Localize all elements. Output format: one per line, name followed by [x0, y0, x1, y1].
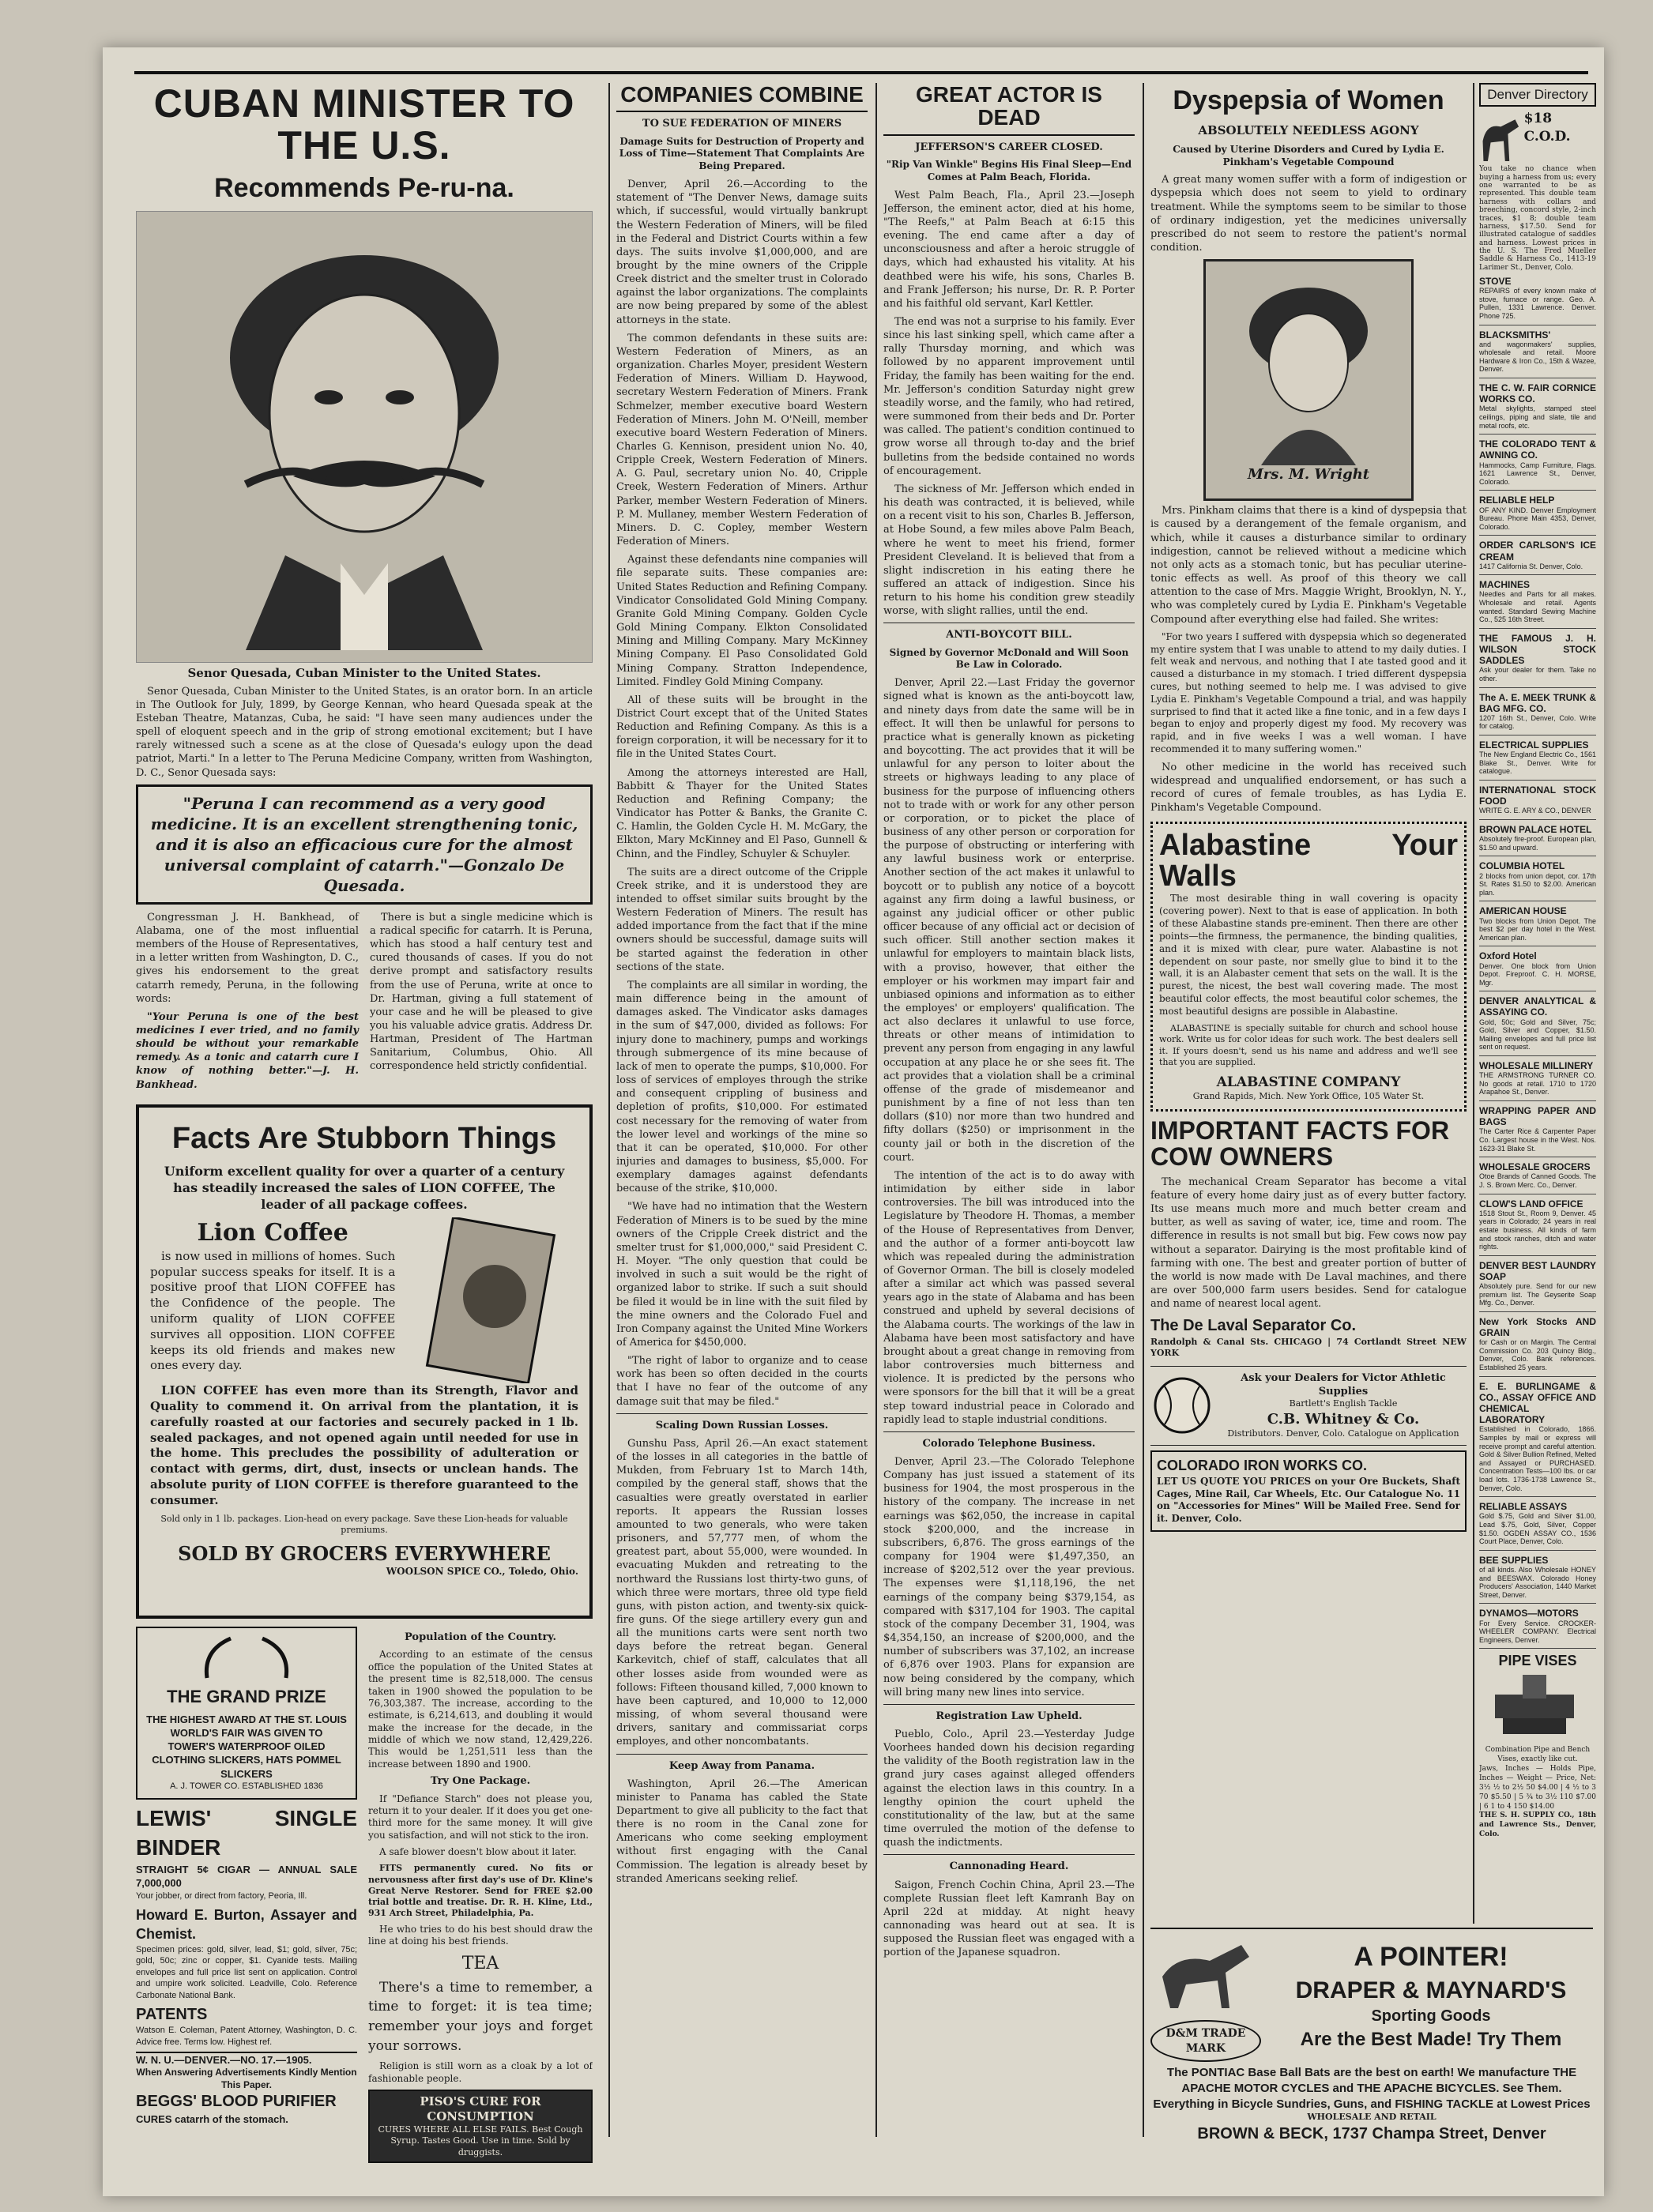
directory-ad-body: OF ANY KIND. Denver Employment Bureau. Phone Main 4353, Denver, Colorado. [1479, 506, 1596, 531]
directory-ad-body: 1518 Stout St., Room 9, Denver. 45 years in Colorado; 24 years in real estate business. All kinds of farm and stock ranches, ditch and water rights. [1479, 1209, 1596, 1251]
directory-ad-name: COLUMBIA HOTEL [1479, 860, 1565, 872]
directory-list [1479, 272, 1596, 1649]
directory-ad-body: Hammocks, Camp Furniture, Flags. 1621 Lawrence St., Denver, Colorado. [1479, 461, 1596, 486]
russian-losses-title: Scaling Down Russian Losses. [616, 1413, 868, 1432]
pinkham-title: Dyspepsia of Women [1173, 85, 1444, 115]
fits-ad: FITS permanently cured. No fits or nervousness after first day's use of Dr. Kline's Great Nerve Restorer. Send for FREE $2.00 trial bottle and treatise. Dr. R. H. Kline, Ltd., 931 Arch Street, Philadelphia, Pa. [368, 1863, 593, 1918]
newspaper-page [103, 47, 1604, 2196]
alabastine-body2: ALABASTINE is specially suitable for church and school house work. Write us for color ideas for such work. The best dealers sell it. If yours doesn't, send us his name and address and we'll see that you are supplied. [1159, 1022, 1458, 1068]
column-ads-middle [1150, 83, 1467, 2169]
tower-ad [136, 1627, 357, 1800]
directory-ad [1479, 735, 1596, 781]
deck-damage-suits: Damage Suits for Destruction of Property and Loss of Time—Statement That Complaints Are Being Prepared. [619, 135, 865, 172]
directory-ad-body: Needles and Parts for all makes. Wholesale and retail. Agents wanted. Standard Sewing Machine Co., 525 16th Street. [1479, 590, 1596, 624]
column-rule-1 [608, 83, 610, 2137]
directory-ad [1479, 1101, 1596, 1157]
directory-ad [1479, 856, 1596, 901]
lewis-binder: LEWIS' SINGLE BINDER [136, 1806, 357, 1860]
alabastine-body: The most desirable thing in wall covering is opacity (covering power). Next to that is ease of application. In both of these Alabastine stands pre-eminent. Then there are other points—the firmness, the permanence, the binding qualities, and it is mixed with clear, pure water. Alabastine is not dependent on sour paste, nor smelly glue to bind it to the wall, it is an Alabaster cement that sets on the wall. It is the purest, the nicest, the best wall covering made. The most beautiful color effects, the most beautiful color schemes, the most beautiful designs are possible in Alabastine. [1159, 893, 1458, 1017]
directory-ad-body: and wagonmakers' supplies, wholesale and retail. Moore Hardware & Iron Co., 15th & Wazee, Denver. [1479, 340, 1596, 374]
directory-ad-name: STOVE [1479, 275, 1512, 287]
directory-ad [1479, 1604, 1596, 1649]
pipe-vise-icon [1479, 1671, 1590, 1742]
who-tries: He who tries to do his best should draw the line at doing his best friends. [368, 1923, 593, 1947]
pointer-title: A POINTER! [1354, 1941, 1508, 1972]
deck-jefferson: JEFFERSON'S CAREER CLOSED. [915, 141, 1103, 153]
pipe-vises-table: Jaws, Inches — Holds Pipe, Inches — Weight — Price, Net: 3½ ½ to 2½ 50 $4.00 | 4 ½ to 3 70 $5.50 | 5 ¾ to 3½ 110 $7.00 | 6 1 to 4 150 $14.00 [1479, 1765, 1596, 1811]
brown-beck: BROWN & BECK, 1737 Champa Street, Denver [1197, 2125, 1546, 2142]
directory-ad-body: of all kinds. Also Wholesale HONEY and BEESWAX. Colorado Honey Producers' Association, 1440 Market Street, Denver. [1479, 1565, 1596, 1599]
anti-boycott-body: Denver, April 22.—Last Friday the governor signed what is known as the anti-boycott law, and ninety days from date the same will be in effect. It will then be unlawful for persons to practice what is generally known as picketing and boycotting. The act provides that it will be unlawful for any person to loiter about the streets or highways leading to any place of business for the purpose of influencing others not to trade with or work for any other person or corporation, or to picket the place of business of any other person or corporation for the purpose of obstructing or interfering with any lawful business work or enterprise. Another section of the act makes it unlawful to boycott or to publish any notice of a boycott against any firm doing a lawful business, or against any judicial officer or other public officer because of any official act or decision of such officer. Still another section makes it unlawful for employers to maintain black lists, with a proviso, however, that either the employer or his workmen may impart fair and unbiased opinions and information as to either the employes' or employers' qualification. The act also declares it unlawful to use force, threats or other means of intimidation to prevent any person from engaging in any lawful occupation at any place he or she sees fit. The act provides that a violation shall be a criminal offense of the grade of misdemeanor and punishment by a fine of not less than ten dollars ($10) nor more than two hundred and fifty dollars ($250) or imprisonment in the county jail or both in the discretion of the court. [883, 677, 1135, 1164]
directory-ad-body: WRITE G. E. ARY & CO., DENVER [1479, 807, 1591, 815]
directory-ad [1479, 378, 1596, 434]
grand-prize: THE GRAND PRIZE [167, 1686, 326, 1706]
directory-ad [1479, 1497, 1596, 1551]
lion-footer: SOLD BY GROCERS EVERYWHERE [178, 1541, 551, 1565]
directory-ad-body: REPAIRS of every known make of stove, furnace or range. Geo. A. Pullen, 1331 Lawrence. Denver. Phone 725. [1479, 287, 1596, 320]
registration-body: Pueblo, Colo., April 23.—Yesterday Judge Voorhees handed down his decision regarding the validity of the Booth registration law in the grand jury cases against alleged offenders against the election laws in this country. In a lengthy opinion the court upheld the constitutionality of the law, but at the same time overruled the motion of the defense to quash the indictments. [883, 1728, 1135, 1849]
population-body: According to an estimate of the census office the population of the United States at the present time is 82,518,000. The census taken in 1900 showed the population to be 76,303,387. The increase, according to the estimate, is 6,214,613, and doubling it would make the increase for the decade, in the middle of which we now stand, 12,429,226. This would be 1,251,511 less than the increase between 1890 and 1900. [368, 1649, 593, 1770]
draper-title: DRAPER & MAYNARD'S [1295, 1977, 1567, 2003]
patents-body: Watson E. Coleman, Patent Attorney, Washington, D. C. Advice free. Terms low. Highest ref. [136, 2026, 357, 2047]
baseball-icon [1150, 1374, 1214, 1437]
directory-ad [1479, 688, 1596, 736]
companies-p7: The complaints are all similar in wording, the main difference being in the amount of damages asked. The Vindicator asks damages in the sum of $47,000, divided as follows: For injury done to machinery, pumps and workings through submergence of its mine because of lack of men to operate the pumps, $10,000. For loss of services of employes through the strike and consequent crippling of business and depletion of profits, $10,000. For estimated cost necessary for the removing of water from the lower level and workings of the mine so that it can be operated, $10,000. For other injuries and damages to business, $5,000. For exemplary damages against defendants because of the strike, $10,000. [616, 979, 868, 1195]
lion-company: WOOLSON SPICE CO., Toledo, Ohio. [386, 1566, 578, 1578]
subhead-peruna: Recommends Pe-ru-na. [214, 173, 514, 203]
directory-ad-name: WHOLESALE GROCERS [1479, 1161, 1591, 1173]
small-ads-bottom [136, 1627, 593, 2163]
pipe-vises-company: THE S. H. SUPPLY CO., 18th and Lawrence Sts., Denver, Colo. [1479, 1811, 1596, 1839]
directory-ad-body: The New England Electric Co., 1561 Blake St., Denver. Write for catalogue. [1479, 750, 1596, 776]
religion-note: Religion is still worn as a cloak by a lot of fashionable people. [368, 2060, 593, 2084]
directory-ad [1479, 820, 1596, 856]
beggs-sub: CURES catarrh of the stomach. [136, 2112, 288, 2125]
pipe-vises-title: PIPE VISES [1498, 1653, 1577, 1669]
sporting-goods: Sporting Goods [1371, 2007, 1491, 2026]
directory-ad [1479, 991, 1596, 1056]
directory-ad-body: Absolutely pure. Send for our new premium list. The Geyserite Soap Mfg. Co., Denver. [1479, 1282, 1596, 1307]
column-great-actor [883, 83, 1135, 2169]
directory-ad-name: THE C. W. FAIR CORNICE WORKS CO. [1479, 382, 1596, 405]
victor-title: Ask your Dealers for Victor Athletic Supplies [1241, 1371, 1446, 1398]
directory-ad-body: Gold $.75, Gold and Silver $1.00, Lead $.75, Gold, Silver, Copper $1.50. OGDEN ASSAY CO., 1536 Court Place, Denver, Colo. [1479, 1512, 1596, 1546]
column-rule-3 [1143, 83, 1144, 2137]
piso-sub: CURES WHERE ALL ELSE FAILS. Best Cough Syrup. Tastes Good. Use in time. Sold by druggists. [378, 2124, 583, 2157]
lion-name: Lion Coffee [197, 1219, 348, 1247]
companies-p5: Among the attorneys interested are Hall, Babbitt & Thayer for the United States Reduction and Refining Company; the Vindicator has Potter & Banks, the Granite C. C. Hamlin, the Golden Cycle H. M. McGary, the Elkton, Mary McKinney and El Paso, Gunnell & Chinn, and the Findley, Schuyler & Schuyler. [616, 766, 868, 860]
directory-ad-name: THE COLORADO TENT & AWNING CO. [1479, 438, 1596, 461]
population-title: Population of the Country. [405, 1631, 556, 1643]
colorado-iron-ad [1150, 1450, 1467, 1532]
piso-title: PISO'S CURE FOR CONSUMPTION [420, 2094, 541, 2124]
pinkham-caption: Mrs. M. Wright [1247, 466, 1370, 483]
victor-sub: Bartlett's English Tackle [1289, 1398, 1398, 1409]
telephone-body: Denver, April 23.—The Colorado Telephone Company has just issued a statement of its business for 1904, the most prosperous in the history of the company. The increase in net earnings was $62,050, the increase in capital stock $200,000, and the increase in subscribers, 6,876. The gross earnings of the company for 1904 were $1,497,350, an increase of $202,512 over the year previous. The expenses were $1,118,196, the net earnings of the company being $379,154, as compared with $317,104 for 1903. The capital stock of the company December 31, 1904, was $4,354,150, an increase of $200,000, and the number of subscribers was 37,102, an increase of 6,876 over 1903. Plans for expansion are now being considered by the company, which will bring many new lines into service. [883, 1456, 1135, 1698]
directory-ad [1479, 629, 1596, 688]
directory-ad-name: DENVER ANALYTICAL & ASSAYING CO. [1479, 995, 1596, 1018]
portrait-quesada [136, 211, 593, 663]
headline-companies-combine: COMPANIES COMBINE [616, 83, 868, 112]
directory-ad-name: INTERNATIONAL STOCK FOOD [1479, 784, 1596, 807]
best-made: Are the Best Made! Try Them [1300, 2028, 1562, 2050]
pinkham-p4: No other medicine in the world has received such widespread and unqualified endorsement, or has such a record of cures of female troubles, as has Lydia E. Pinkham's Vegetable Compound. [1150, 761, 1467, 814]
wholesale-retail: WHOLESALE AND RETAIL [1307, 2112, 1436, 2123]
directory-ad-name: DENVER BEST LAUNDRY SOAP [1479, 1259, 1596, 1282]
cow-owners-body: The mechanical Cream Separator has become a vital feature of every home dairy just as of every butter factory. Its use means much more and much better cream and butter, as well as saving of water, ice, time and room. The difference in results is not small but big. Few cows now pay without a separator. Dairying is the most profitable kind of farming with one. The best and greater portion of butter of the world is now made with De Laval machines, and there are over 500,000 farm users besides. Send for catalogue and name of nearest local agent. [1150, 1176, 1467, 1311]
tea-title: TEA [461, 1953, 499, 1973]
directory-ad [1479, 575, 1596, 629]
directory-ad [1479, 1157, 1596, 1194]
lewis-small: Your jobber, or direct from factory, Peoria, Ill. [136, 1890, 307, 1901]
piso-ad [368, 2090, 593, 2163]
headline-great-actor: GREAT ACTOR IS DEAD [883, 83, 1135, 136]
tower-award: THE HIGHEST AWARD AT THE ST. LOUIS WORLD'S FAIR WAS GIVEN TO [146, 1713, 347, 1740]
pontiac-line: The PONTIAC Base Ball Bats are the best on earth! We manufacture THE APACHE MOTOR CYCLES and THE APACHE BICYCLES. See Them. Everything in Bicycle Sundries, Guns, and FISHING TACKLE at Lowest Prices [1153, 2066, 1591, 2111]
patents-title: PATENTS [136, 2006, 208, 2024]
directory-ad-name: CLOW'S LAND OFFICE [1479, 1198, 1583, 1209]
wnu-line: W. N. U.—DENVER.—NO. 17.—1905. [136, 2052, 357, 2067]
directory-ad-body: For Every Service. CROCKER-WHEELER COMPANY. Electrical Engineers, Denver. [1479, 1619, 1596, 1644]
whitney-company: C.B. Whitney & Co. [1267, 1410, 1420, 1428]
directory-ad [1479, 901, 1596, 946]
dm-trademark: D&M TRADE MARK [1150, 2020, 1261, 2062]
companies-p2: The common defendants in these suits are: Western Federation of Miners, as an organization. Charles Moyer, president Western Federation of Miners. William D. Haywood, secretary Western Federation of Miners. Frank Schmelzer, member executive board Western Federation of Miners. John M. O'Neill, member executive board Western Federation of Miners. Charles G. Kennison, president union No. 40, Cripple Creek, Western Federation of Miners. A. G. Paul, secretary union No. 40, Cripple Creek, Western Federation of Miners. Arthur Parker, member Western Federation of Miners. P. M. Mullaney, member Western Federation of Miners. D. C. Copley, member Western Federation of Miners. [616, 332, 868, 548]
directory-ad [1479, 946, 1596, 991]
tea-body: There's a time to remember, a time to forget: it is tea time; remember your joys and forget your sorrows. [368, 1979, 593, 2054]
directory-ad [1479, 1056, 1596, 1101]
directory-ad-body: 1207 16th St., Denver, Colo. Write for catalog. [1479, 713, 1596, 731]
directory-ad [1479, 272, 1596, 325]
peruna-intro: Senor Quesada, Cuban Minister to the United States, is an orator born. In an article in The Outlook for July, 1899, by George Kennan, who heard Quesada speak at the Esteban Theatre, Matanzas, Cuba, he said: "I have seen many audiences under the spell of eloquent speech and in the grip of strong emotional excitement; but I have rarely witnessed such a scene as at the close of Quesada's eulogy upon the dead patriot, Marti." In a letter to The Peruna Medicine Company, written from Washington, D. C., Senor Quesada says: [136, 685, 593, 779]
pinkham-p1: A great many women suffer with a form of indigestion or dyspepsia which does not seem to yield to ordinary treatment. While the symptoms seem to be similar to those of ordinary indigestion, yet the medicines universally prescribed do not seem to restore the patient's normal condition. [1150, 174, 1467, 254]
victor-ad [1150, 1366, 1467, 1446]
companies-p8: "We have had no intimation that the Western Federation of Miners is to be sued by the mine owners of the Cripple Creek district and the smelter trust for $1,000,000," said President C. H. Moyer. "The only question that could be involved in such a suit would be the right of organized labor to strike. If such a suit should be filed it would be in line with the suit filed by the mine owners and the Colorado Fuel and Iron Company against the United Mine Workers of America for $450,000. [616, 1201, 868, 1349]
directory-ad-body: 1417 California St. Denver, Colo. [1479, 562, 1583, 570]
column-peruna [136, 83, 593, 2169]
directory-ad-body: Otoe Brands of Canned Goods. The J. S. Brown Merc. Co., Denver. [1479, 1172, 1596, 1189]
delaval-company: The De Laval Separator Co. [1150, 1317, 1357, 1335]
directory-ad-body: Ask your dealer for them. Take no other. [1479, 666, 1596, 683]
blower-note: A safe blower doesn't blow about it later. [379, 1846, 577, 1858]
directory-ad-name: MACHINES [1479, 579, 1531, 591]
laurel-wreath-icon [199, 1635, 294, 1682]
directory-ad-body: THE ARMSTRONG TURNER CO. No goods at retail. 1710 to 1720 Arapahoe St., Denver. [1479, 1071, 1596, 1097]
peruna-right-para: There is but a single medicine which is a radical specific for catarrh. It is Peruna, which has stood a half century test and cured thousands of cases. If you do not derive prompt and satisfactory results from the use of Peruna, write at once to Dr. Hartman, giving a full statement of your case and he will be pleased to give you his valuable advice gratis. Address Dr. Hartman, President of The Hartman Sanitarium, Columbus, Ohio. All correspondence held strictly confidential. [370, 911, 593, 1073]
directory-ad-name: WHOLESALE MILLINERY [1479, 1060, 1594, 1072]
column-denver-directory [1479, 83, 1596, 1924]
directory-ad-body: Absolutely fire-proof. European plan, $1.50 and upward. [1479, 835, 1596, 852]
directory-title: Denver Directory [1479, 83, 1596, 107]
directory-ad-name: THE FAMOUS J. H. WILSON STOCK SADDLES [1479, 632, 1596, 667]
directory-ad-body: Established in Colorado, 1866. Samples by mail or express will receive prompt and careful attention. Gold & Silver Bullion Refined, Melted and Assayed or PURCHASED. Concentration Tests—100 lbs. or car load lots. 1736-1738 Lawrence St., Denver, Colo. [1479, 1425, 1596, 1492]
woman-portrait-illustration [1229, 276, 1388, 465]
answering-note: When Answering Advertisements Kindly Mention This Paper. [136, 2066, 357, 2090]
lion-more: LION COFFEE has even more than its Strength, Flavor and Quality to commend it. On arrival from the plantation, it is carefully roasted at our factories and securely packed in 1 lb. sealed packages, and not opened again until needed for use in the home. This precludes the possibility of adulteration or contact with germs, dirt, dust, insects or unclean hands. The absolute purity of LION COFFEE is therefore guaranteed to the consumer. [150, 1383, 578, 1507]
actor-p1: West Palm Beach, Fla., April 23.—Joseph Jefferson, the eminent actor, died at his home, "The Reefs," at Palm Beach at 6:15 this evening. The end came after a day of unconsciousness and after a heroic struggle of days, which had exhausted his vitality. At his deathbed were his wife, his sons, Charles B. and Frank Jefferson; his nurse, Dr. R. P. Porter and his faithful old servant, Karl Kettler. [883, 189, 1135, 310]
headline-cuban-minister: CUBAN MINISTER TO THE U.S. [153, 83, 575, 167]
pinkham-p2: Mrs. Pinkham claims that there is a kind of dyspepsia that is caused by a derangement of the female organism, and which, while it causes a disturbance similar to ordinary indigestion, cannot be relieved without a medicine which not only acts as a stomach tonic, but has peculiar uterine-tonic effects as well. As proof of this theory we call attention to the case of Mrs. Maggie Wright, Brooklyn, N. Y., who was completely cured by Lydia E. Pinkham's Vegetable Compound after everything else had failed. She writes: [1150, 505, 1467, 626]
cow-owners-title: IMPORTANT FACTS FOR COW OWNERS [1150, 1115, 1450, 1172]
registration-title: Registration Law Upheld. [883, 1704, 1135, 1723]
actor-p2: The end was not a surprise to his family. Ever since his last sinking spell, which came after a rally Thursday morning, and which was followed by no apparent improvement until Friday, the family has been waiting for the end. Mr. Jefferson's condition Saturday night grew steadily worse, and the family, who had retired, were summoned from their beds and Dr. Porter was called. The patient's condition continued to grow worse all through to-day and the brief bulletins from the bedside contained no words of encouragement. [883, 316, 1135, 477]
alabastine-title: Alabastine Your Walls [1159, 828, 1458, 893]
directory-ad-body: for Cash or on Margin. The Central Commission Co. 203 Quincy Bldg., Denver, Colo. Bank references. Established 25 years. [1479, 1338, 1596, 1372]
pinkham-deck: Caused by Uterine Disorders and Cured by Lydia E. Pinkham's Vegetable Compound [1173, 143, 1444, 167]
directory-ad-name: Oxford Hotel [1479, 950, 1537, 962]
directory-ad-body: The Carter Rice & Carpenter Paper Co. Largest house in the West. Nos. 1623-31 Blake St. [1479, 1127, 1596, 1153]
pinkham-p3: "For two years I suffered with dyspepsia which so degenerated my entire system that I was unable to attend to my daily duties. I felt weak and nervous, and nothing that I ate tasted good and it caused a disturbance in my stomach. I tried different dyspepsia cures, but nothing seemed to help me. I was advised to give Lydia E. Pinkham's Vegetable Compound a trial, and was happily surprised to find that it acted like a fine tonic, and in a few days I began to enjoy and properly digest my food. My recovery was rapid, and in five weeks I was a well woman. I have recommended it to many suffering women." [1150, 630, 1467, 755]
alabastine-ad [1150, 822, 1467, 1112]
directory-ad-name: BEE SUPPLIES [1479, 1554, 1549, 1566]
quesada-quote: "Peruna I can recommend as a very good medicine. It is an excellent strengthening tonic, and it is also an efficacious cure for the almost universal complaint of catarrh."—Gonzalo De Quesada. [136, 784, 593, 905]
directory-ad-name: RELIABLE HELP [1479, 495, 1555, 506]
companies-p9: "The right of labor to organize and to cease work has been so often decided in the courts that I have no fear of the outcome of any damage suit that may be filed." [616, 1355, 868, 1408]
draper-maynard-ad [1150, 1928, 1593, 2166]
lewis-sub: STRAIGHT 5¢ CIGAR — ANNUAL SALE 7,000,000 [136, 1864, 357, 1890]
companies-p1: Denver, April 26.—According to the statement of "The Denver News, damage suits which, if successful, would virtually bankrupt the Western Federation of Miners, will be filed in the Federal and District Courts within a few days. The suits involve $1,000,000, and are brought by the mine owners of the Cripple Creek district and the smelter trust in Colorado against the labor organizations. The complaints are now being prepared by some of the ablest attorneys in the state. [616, 179, 868, 326]
directory-ad [1479, 1312, 1596, 1377]
burton-body: Specimen prices: gold, silver, lead, $1; gold, silver, 75c; gold, 50c; zinc or copper, $1. Cyanide tests. Mailing envelopes and full price list sent on application. Control and umpire work solicited. Leadville, Colo. Reference Carbonate National Bank. [136, 1944, 357, 2000]
tower-products: TOWER'S WATERPROOF OILED CLOTHING SLICKERS, HATS POMMEL SLICKERS [152, 1740, 341, 1780]
alabastine-company: ALABASTINE COMPANY [1216, 1074, 1401, 1090]
directory-ad-name: ORDER CARLSON'S ICE CREAM [1479, 540, 1596, 562]
bankhead-intro: Congressman J. H. Bankhead, of Alabama, one of the most influential members of the House of Representatives, in a letter written from Washington, D. C., gives his endorsement to the great catarrh remedy, Peruna, in the following words: [136, 911, 359, 1005]
peruna-two-col [136, 911, 593, 1097]
try-body: If "Defiance Starch" does not please you, return it to your dealer. If it does you get one-third more for the same money. It will give you satisfaction, and will not stick to the iron. [368, 1793, 593, 1841]
directory-ad-body: Two blocks from Union Depot. The best $2 per day hotel in the West. American plan. [1479, 916, 1596, 942]
try-title: Try One Package. [430, 1775, 531, 1788]
russian-losses-body: Gunshu Pass, April 26.—An exact statement of the losses in all categories in the battle of Mukden, from February 1st to March 14th, compiled by the general staff, shows that the casualties were greatly overstated in earlier reports. It appears the Russian losses amounted to two generals, who were taken prisoners, and 57,777 men, of whom the greatest part, about 55,000, were wounded. In evacuating Mukden and retreating to the northward the Russians lost thirty-two guns, of which three were mortars, three old type field guns, with piston action, and twenty-six quick-fire guns. Of the siege artillery every gun and all the munitions carts were sent north two days before the retreat began. General Karkevitch, chief of staff, calculates that all other losses aside from wounded were as follows: Fifteen thousand killed, 7,000 known to have been captured, and 10,000 to 12,000 missing, of whom several thousand were drivers, sanitary and commissariat corps employes, and other noncombatants. [616, 1437, 868, 1748]
beggs-title: BEGGS' BLOOD PURIFIER [136, 2093, 337, 2111]
companies-p6: The suits are a direct outcome of the Cripple Creek strike, and it is understood they are intended to offset similar suits brought by the Western Federation of Miners. The result has added importance from the fact that if the mine owners should be successful, damage suits will be started against the federation in other sections of the state. [616, 866, 868, 973]
column-rule-4 [1473, 83, 1474, 1924]
cannonading-title: Cannonading Heard. [883, 1854, 1135, 1873]
pipe-vises-sub: Combination Pipe and Bench Vises, exactly like cut. [1485, 1746, 1591, 1764]
pinkham-sub: ABSOLUTELY NEEDLESS AGONY [1198, 122, 1419, 137]
directory-ad [1479, 1256, 1596, 1312]
delaval-address: Randolph & Canal Sts. CHICAGO | 74 Cortlandt Street NEW YORK [1150, 1336, 1467, 1359]
deck-federation: TO SUE FEDERATION OF MINERS [642, 118, 842, 130]
column-rule-2 [875, 83, 877, 2137]
anti-boycott-body2: The intention of the act is to do away with intimidation by either side in labor controversies. The bill was introduced into the Legislature by Theodore H. Thomas, a member of the House of Representatives from Denver, and the author of a former anti-boycott law which was repealed during the administration of Governor Orman. The bill is closely modeled after a similar act which was passed several years ago in the state of Alabama and has been construed and upheld by several decisions of the Alabama courts. The workings of the law in Alabama have been most satisfactory and have brought about a great change in removing from labor controversies much bitterness and violence. It is predicted by the persons who were sponsors for the bill that it will be a great step toward industrial peace in Colorado and rapidly lead to staple industrial conditions. [883, 1169, 1135, 1426]
actor-p3: The sickness of Mr. Jefferson which ended in his death was contracted, it is believed, while on a recent visit to his son, Charles B. Jefferson, at Hobe Sound, a few miles above Palm Beach, where he went to meet his friend, former President Cleveland. It is believed that from a slight indiscretion in his eating there he suffered an attack of indigestion. Since his return to his home his condition grew steadily worse, with slight rallies, until the end. [883, 483, 1135, 618]
directory-ad [1479, 781, 1596, 820]
portrait-illustration [198, 224, 530, 650]
companies-p3: Against these defendants nine companies will file separate suits. These companies are: United States Reduction and Refining Company. Vindicator Consolidated Gold Mining Company. Granite Gold Mining Company. Golden Cycle Gold Mining Company. Elkton Consolidated Mining and Milling Company. Mary McKinney Mining Company. El Paso Consolidated Gold Mining Company. Stratton Independence, Limited. Findley Gold Mining Company. [616, 554, 868, 688]
lion-coffee-ad [136, 1104, 593, 1619]
pointer-dog-icon [1154, 1929, 1257, 2016]
lion-body: is now used in millions of homes. Such popular success speaks for itself. It is a positive proof that LION COFFEE has the Confidence of the people. The uniform quality of LION COFFEE survives all opposition. LION COFFEE keeps its old friends and makes new ones every day. [150, 1248, 396, 1373]
directory-ad-body: 2 blocks from union depot, cor. 17th St. Rates $1.50 to $2.00. American plan. [1479, 871, 1596, 897]
column-companies-combine [616, 83, 868, 2169]
bankhead-quote: "Your Peruna is one of the best medicines I ever tried, and no family should be without your remarkable remedy. As a tonic and catarrh cure I know of nothing better."—J. H. Bankhead. [136, 1010, 359, 1091]
directory-ad-body: Metal skylights, stamped steel ceilings, piping and slate, tile and metal roofs, etc. [1479, 404, 1596, 430]
directory-ad-name: BROWN PALACE HOTEL [1479, 824, 1592, 835]
directory-ad-name: The A. E. MEEK TRUNK & BAG MFG. CO. [1479, 691, 1596, 714]
portrait-caption: Senor Quesada, Cuban Minister to the United States. [187, 665, 541, 680]
directory-ad-name: ELECTRICAL SUPPLIES [1479, 739, 1589, 751]
top-rule [134, 71, 1588, 74]
directory-ad [1479, 1551, 1596, 1604]
harness-body: You take no chance when buying a harness from us; every one warranted to be as represented. This double team harness with collars and breeching, concord style, 2-inch traces, $1 8; double team harness, $17.50. Send for illustrated catalogue of saddles and harness. Lowest prices in the U. S. The Fred Mueller Saddle & Harness Co., 1413-19 Larimer St., Denver, Colo. [1479, 165, 1596, 272]
iron-body: LET US QUOTE YOU PRICES on your Ore Buckets, Shaft Cages, Mine Rail, Car Wheels, Etc. Our Catalogue No. 11 on "Accessories for Mines" Will be Mailed Free. Send for it. Denver, Colo. [1157, 1475, 1460, 1525]
burton-title: Howard E. Burton, Assayer and Chemist. [136, 1907, 357, 1942]
iron-title: COLORADO IRON WORKS CO. [1157, 1457, 1367, 1473]
directory-ad [1479, 434, 1596, 491]
pinkham-portrait [1203, 259, 1414, 501]
deck-rip-van-winkle: "Rip Van Winkle" Begins His Final Sleep—End Comes at Palm Beach, Florida. [886, 158, 1132, 182]
directory-ad-name: New York Stocks AND GRAIN [1479, 1315, 1596, 1339]
lion-title: Facts Are Stubborn Things [171, 1121, 557, 1155]
panama-title: Keep Away from Panama. [616, 1754, 868, 1773]
directory-ad [1479, 1377, 1596, 1498]
alabastine-address: Grand Rapids, Mich. New York Office, 105 Water St. [1192, 1091, 1425, 1102]
directory-ad-body: Gold, 50c; Gold and Silver, 75c; Gold, Silver and Copper, $1.50. Mailing envelopes and full price list sent on request. [1479, 1018, 1596, 1051]
anti-boycott-title: ANTI-BOYCOTT BILL. [883, 623, 1135, 641]
directory-ad-body: Denver. One block from Union Depot. Fireproof. C. H. MORSE, Mgr. [1479, 961, 1596, 987]
whitney-sub: Distributors. Denver, Colo. Catalogue on Application [1227, 1428, 1459, 1439]
directory-ad-name: E. E. BURLINGAME & CO., ASSAY OFFICE AND CHEMICAL LABORATORY [1479, 1380, 1596, 1426]
cannonading-body: Saigon, French Cochin China, April 23.—The complete Russian fleet left Kamranh Bay on April 22d at midday. At night heavy cannonading was heard out at sea. It is supposed the Russian fleet was engaged with a portion of the Japanese squadron. [883, 1879, 1135, 1959]
directory-ad [1479, 325, 1596, 379]
directory-ad-name: WRAPPING PAPER AND BAGS [1479, 1105, 1596, 1128]
directory-ad [1479, 491, 1596, 536]
harness-horse-icon [1479, 110, 1523, 165]
lion-package-icon [424, 1217, 558, 1383]
directory-ad-name: RELIABLE ASSAYS [1479, 1501, 1568, 1513]
directory-ad [1479, 536, 1596, 575]
telephone-title: Colorado Telephone Business. [883, 1431, 1135, 1450]
directory-ad [1479, 1194, 1596, 1256]
tower-company: A. J. TOWER CO. ESTABLISHED 1836 [170, 1781, 323, 1791]
anti-boycott-deck: Signed by Governor McDonald and Will Soon Be Law in Colorado. [889, 646, 1129, 671]
panama-body: Washington, April 26.—The American minister to Panama has cabled the State Department to give all publicity to the fact that there is no room in the Canal zone for Americans who come seeking employment without first engaging with the Canal Commission. The legation is already beset by stranded Americans seeking relief. [616, 1778, 868, 1885]
lion-lead: Uniform excellent quality for over a quarter of a century has steadily increased the sales of LION COFFEE, The leader of all package coffees. [164, 1163, 565, 1213]
directory-ad-name: DYNAMOS—MOTORS [1479, 1608, 1579, 1620]
directory-ad-name: AMERICAN HOUSE [1479, 905, 1567, 917]
lion-sold: Sold only in 1 lb. packages. Lion-head on every package. Save these Lion-heads for valuable premiums. [160, 1513, 568, 1536]
companies-p4: All of these suits will be brought in the District Court except that of the United States Reduction and Refining Company. As this is a foreign corporation, it will be necessary for it to file in the United States Court. [616, 694, 868, 761]
directory-ad-name: BLACKSMITHS' [1479, 329, 1551, 340]
harness-price: $18 C.O.D. [1523, 111, 1571, 145]
